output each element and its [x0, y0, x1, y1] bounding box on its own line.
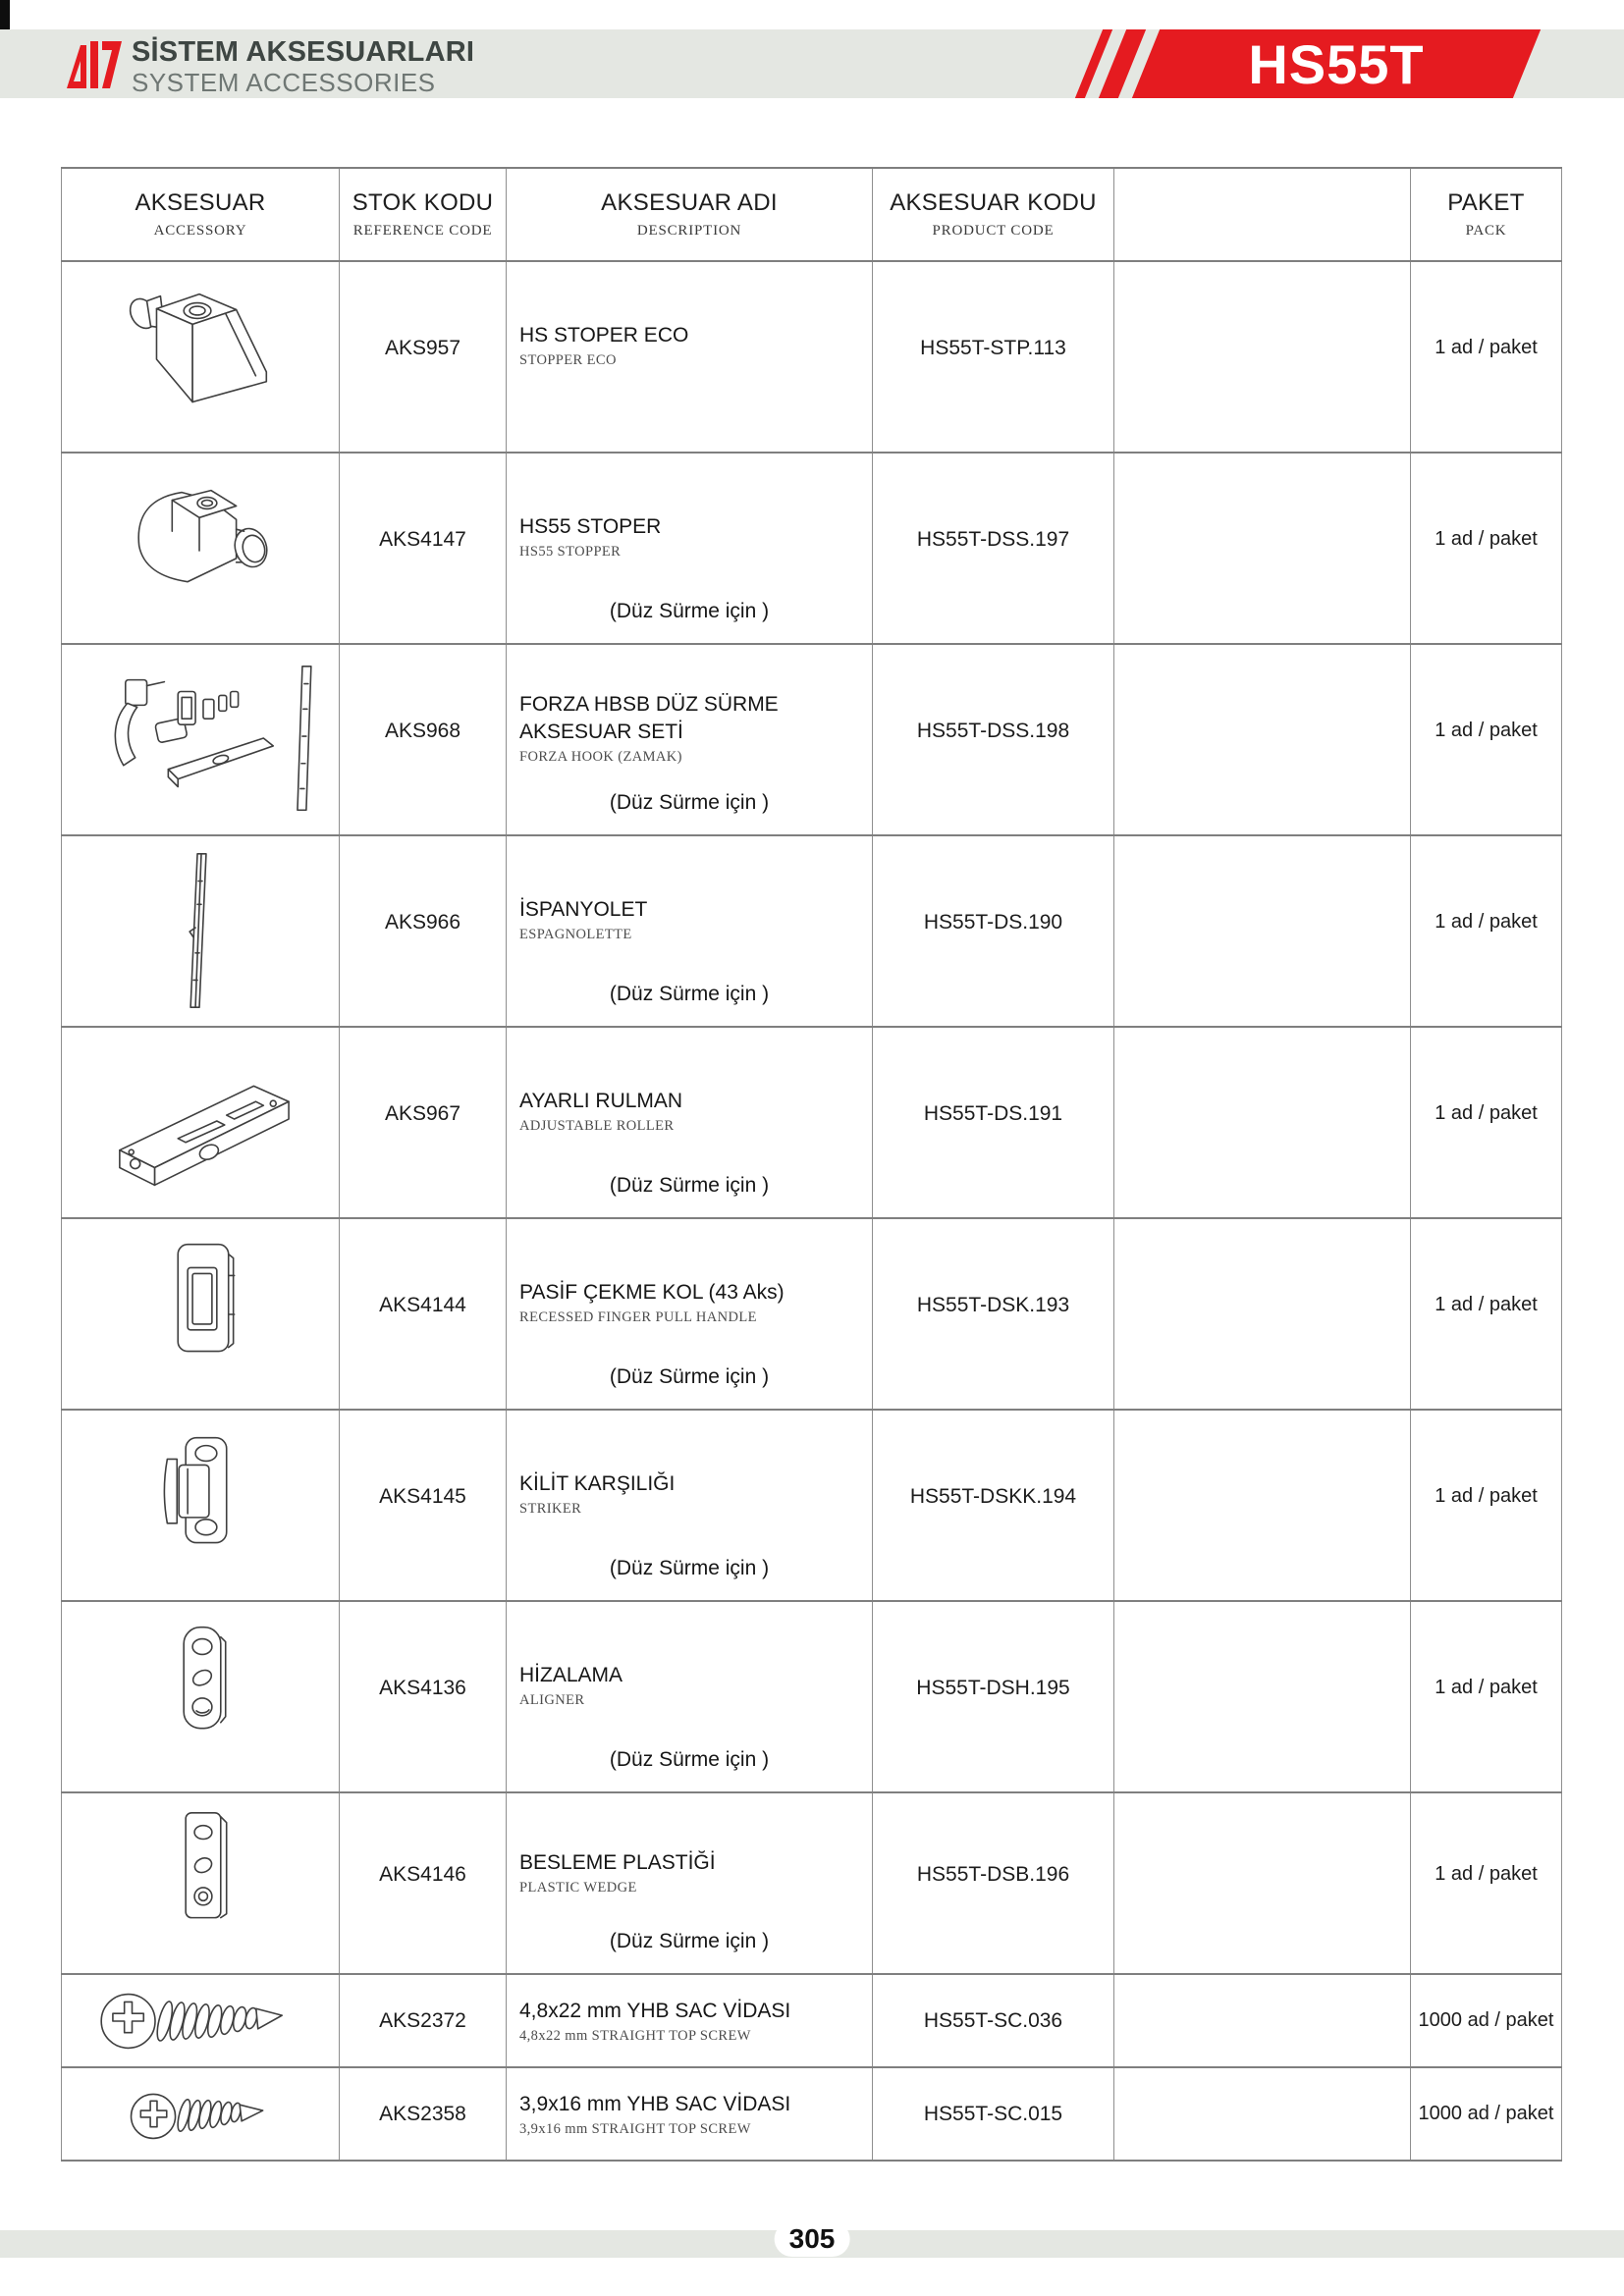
column-header-description: AKSESUAR ADI DESCRIPTION	[507, 168, 873, 261]
brand-title: SİSTEM AKSESUARLARI	[132, 36, 475, 68]
empty-cell	[1114, 1027, 1411, 1218]
table-row	[62, 1974, 1562, 2067]
empty-cell	[1114, 1792, 1411, 1974]
product-name-en: STOPPER ECO	[519, 351, 617, 368]
table-row	[62, 644, 1562, 835]
striker-drawing-icon	[63, 1411, 339, 1600]
pack-cell: 1 ad / paket	[1411, 261, 1562, 453]
product-code-cell: HS55T-DSK.193	[873, 1218, 1114, 1410]
description-cell	[507, 261, 873, 453]
series-badge-label: HS55T	[1248, 32, 1425, 95]
product-image-hs55-stoper	[62, 453, 340, 644]
pack-cell: 1 ad / paket	[1411, 1410, 1562, 1601]
screw-drawing-icon	[63, 2068, 339, 2160]
pack-cell: 1 ad / paket	[1411, 1027, 1562, 1218]
product-image-hs-stoper-eco	[62, 261, 340, 453]
product-image-sac-vidasi-3-9x16	[62, 2067, 340, 2161]
product-image-hizalama	[62, 1601, 340, 1792]
stock-code-cell: AKS4144	[340, 1218, 507, 1410]
recessed-pull-drawing-icon	[63, 1219, 339, 1409]
pack-cell: 1000 ad / paket	[1411, 2067, 1562, 2161]
accessories-table	[61, 167, 1562, 2162]
product-name-en: PLASTIC WEDGE	[519, 1879, 637, 1896]
product-code-cell: HS55T-SC.036	[873, 1974, 1114, 2067]
empty-cell	[1114, 1601, 1411, 1792]
brand	[65, 35, 474, 97]
pack-cell: 1 ad / paket	[1411, 453, 1562, 644]
table-row	[62, 1218, 1562, 1410]
empty-cell	[1114, 644, 1411, 835]
empty-cell	[1114, 453, 1411, 644]
column-header-product-code: AKSESUAR KODU PRODUCT CODE	[873, 168, 1114, 261]
product-name-en: ESPAGNOLETTE	[519, 926, 632, 942]
pack-cell: 1 ad / paket	[1411, 1601, 1562, 1792]
empty-cell	[1114, 835, 1411, 1027]
product-name-en: FORZA HOOK (ZAMAK)	[519, 748, 682, 765]
stock-code-cell: AKS4136	[340, 1601, 507, 1792]
aligner-plate-drawing-icon	[63, 1602, 339, 1791]
product-name-en: RECESSED FINGER PULL HANDLE	[519, 1308, 757, 1325]
column-header-pack: PAKET PACK	[1411, 168, 1562, 261]
product-note: (Düz Sürme için )	[609, 1748, 770, 1771]
product-name: İSPANYOLET	[519, 897, 648, 921]
pack-cell: 1000 ad / paket	[1411, 1974, 1562, 2067]
column-header-empty	[1114, 168, 1411, 261]
product-note: (Düz Sürme için )	[609, 1930, 770, 1952]
page-number: 305	[775, 2221, 850, 2257]
description-cell	[507, 835, 873, 1027]
product-code-cell: HS55T-DSS.197	[873, 453, 1114, 644]
table-row	[62, 1792, 1562, 1974]
product-image-pasif-cekme-kol	[62, 1218, 340, 1410]
product-code-cell: HS55T-DSB.196	[873, 1792, 1114, 1974]
product-name: 3,9x16 mm YHB SAC VİDASI	[519, 2092, 791, 2115]
product-image-ispanyolet	[62, 835, 340, 1027]
product-name: BESLEME PLASTİĞİ	[519, 1850, 716, 1874]
product-name: 4,8x22 mm YHB SAC VİDASI	[519, 1999, 791, 2022]
product-note: (Düz Sürme için )	[609, 1174, 770, 1197]
series-badge	[1075, 29, 1527, 98]
stock-code-cell: AKS4147	[340, 453, 507, 644]
table-header-row	[62, 168, 1562, 261]
espagnolette-strip-drawing-icon	[63, 836, 339, 1026]
table-row	[62, 261, 1562, 453]
description-cell	[507, 1601, 873, 1792]
product-code-cell: HS55T-STP.113	[873, 261, 1114, 453]
product-name-en: HS55 STOPPER	[519, 543, 622, 560]
stock-code-cell: AKS4146	[340, 1792, 507, 1974]
product-note: (Düz Sürme için )	[609, 1557, 770, 1579]
table-row	[62, 835, 1562, 1027]
empty-cell	[1114, 1410, 1411, 1601]
pack-cell: 1 ad / paket	[1411, 1218, 1562, 1410]
product-note: (Düz Sürme için )	[609, 983, 770, 1005]
empty-cell	[1114, 1974, 1411, 2067]
stock-code-cell: AKS2372	[340, 1974, 507, 2067]
product-name-en: STRIKER	[519, 1500, 582, 1517]
product-image-kilit-karsiligi	[62, 1410, 340, 1601]
table-row	[62, 1410, 1562, 1601]
description-cell	[507, 644, 873, 835]
empty-cell	[1114, 261, 1411, 453]
product-code-cell: HS55T-DSH.195	[873, 1601, 1114, 1792]
pack-cell: 1 ad / paket	[1411, 644, 1562, 835]
table-row	[62, 1601, 1562, 1792]
column-header-accessory: AKSESUAR ACCESSORY	[62, 168, 340, 261]
description-cell	[507, 1027, 873, 1218]
product-code-cell: HS55T-DS.191	[873, 1027, 1114, 1218]
stock-code-cell: AKS2358	[340, 2067, 507, 2161]
stock-code-cell: AKS967	[340, 1027, 507, 1218]
product-image-besleme-plastigi	[62, 1792, 340, 1974]
table-row	[62, 453, 1562, 644]
empty-cell	[1114, 1218, 1411, 1410]
product-note: (Düz Sürme için )	[609, 1365, 770, 1388]
table-row	[62, 1027, 1562, 1218]
screw-drawing-icon	[63, 1975, 339, 2066]
empty-cell	[1114, 2067, 1411, 2161]
description-cell	[507, 1410, 873, 1601]
adjustable-roller-drawing-icon	[63, 1028, 339, 1217]
description-cell	[507, 2067, 873, 2161]
description-cell	[507, 1974, 873, 2067]
product-name: AYARLI RULMAN	[519, 1089, 683, 1112]
product-name-en: ALIGNER	[519, 1691, 585, 1708]
stock-code-cell: AKS4145	[340, 1410, 507, 1601]
product-name: PASİF ÇEKME KOL (43 Aks)	[519, 1280, 785, 1304]
pack-cell: 1 ad / paket	[1411, 835, 1562, 1027]
product-name: HS STOPER ECO	[519, 323, 689, 347]
product-name: KİLİT KARŞILIĞI	[519, 1471, 676, 1495]
column-header-reference-code: STOK KODU REFERENCE CODE	[340, 168, 507, 261]
stock-code-cell: AKS957	[340, 261, 507, 453]
pack-cell: 1 ad / paket	[1411, 1792, 1562, 1974]
product-note: (Düz Sürme için )	[609, 791, 770, 814]
product-image-forza-aksesuar-seti	[62, 644, 340, 835]
table-row	[62, 2067, 1562, 2161]
brand-subtitle: SYSTEM ACCESSORIES	[132, 68, 436, 98]
product-code-cell: HS55T-DS.190	[873, 835, 1114, 1027]
brand-logo-icon	[65, 35, 122, 94]
product-code-cell: HS55T-SC.015	[873, 2067, 1114, 2161]
product-code-cell: HS55T-DSKK.194	[873, 1410, 1114, 1601]
product-code-cell: HS55T-DSS.198	[873, 644, 1114, 835]
stock-code-cell: AKS968	[340, 644, 507, 835]
accessory-kit-drawing-icon	[63, 645, 339, 834]
plastic-wedge-plate-drawing-icon	[63, 1793, 339, 1973]
wedge-stopper-drawing-icon	[63, 262, 339, 452]
product-name-en: ADJUSTABLE ROLLER	[519, 1117, 675, 1134]
product-name-en: 3,9x16 mm STRAIGHT TOP SCREW	[519, 2120, 751, 2137]
description-cell	[507, 1218, 873, 1410]
stock-code-cell: AKS966	[340, 835, 507, 1027]
product-image-ayarli-rulman	[62, 1027, 340, 1218]
description-cell	[507, 1792, 873, 1974]
description-cell	[507, 453, 873, 644]
product-name: HİZALAMA	[519, 1663, 623, 1686]
product-name: HS55 STOPER	[519, 514, 662, 538]
product-name: FORZA HBSB DÜZ SÜRME AKSESUAR SETİ	[519, 692, 779, 743]
product-name-en: 4,8x22 mm STRAIGHT TOP SCREW	[519, 2027, 751, 2044]
product-image-sac-vidasi-4-8x22	[62, 1974, 340, 2067]
product-note: (Düz Sürme için )	[609, 600, 770, 622]
round-stopper-drawing-icon	[63, 454, 339, 643]
